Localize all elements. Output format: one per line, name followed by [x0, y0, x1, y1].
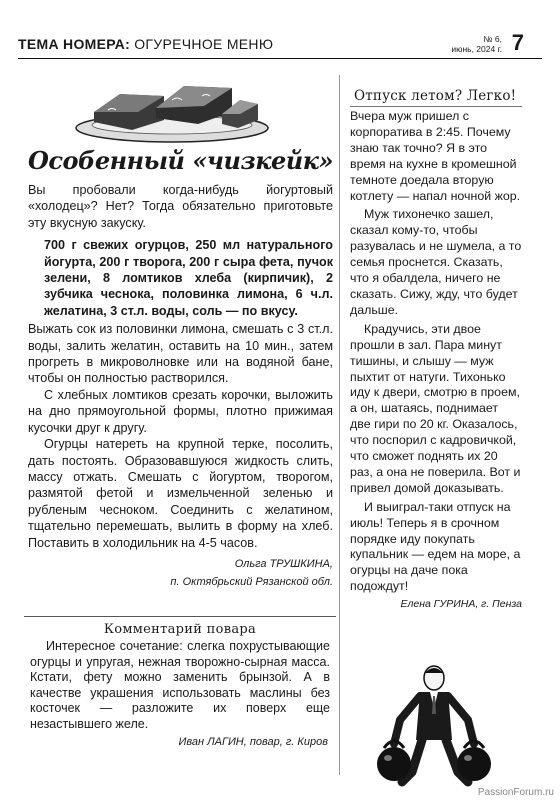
sidebar-paragraph: Вчера муж пришел с корпоратива в 2:45. Почему знаю так точно? Я в это время на кухне в кромешной темноте доедала вторую котлету — напал ночной жор.: [350, 109, 521, 203]
section-title: [18, 36, 273, 52]
sidebar-story: [350, 88, 522, 610]
recipe-step: Огурцы натереть на крупной терке, посолить, дать постоять. Образовавшуюся жидкость слить, массу отжать. Смешать с йогуртом, творогом, размятой фетой и измельченной зеленью и рубленым чесноком. Соединить с желатином, тщательно перемешать, вылить в форму на хлеб. Поставить в холодильник на 4-5 часов.: [28, 437, 333, 550]
chef-comment-text: Интересное сочетание: слегка похрустывающие огурцы и упругая, нежная творожно-сырная масса. Кстати, фету можно заменить брынзой. А в качестве украшения использовать маслины без косточек — разложите их поверх еще незастывшего желе.: [30, 639, 330, 731]
recipe-title: Особенный «чизкейк»: [28, 146, 333, 175]
sidebar-paragraph: Крадучись, эти двое прошли в зал. Пара минут тишины, и слышу — муж пыхтит от натуги. Тихонько иду к двери, смотрю в проем, а он, шатаясь, поднимает двe гири по 20 кг. Оказалось, что поспорил с кадровичкой, что сможет поднять их 20 раз, а она не поверила. Вот и привел домой доказывать.: [350, 321, 521, 495]
recipe-body: [28, 182, 333, 591]
sidebar-paragraph: И выиграл-таки отпуск на июль! Теперь я в срочном порядке иду покупать купальник — едем на море, а огурцы на даче пока подождут!: [350, 499, 521, 594]
sidebar-body: [350, 109, 522, 595]
recipe-author: [28, 555, 333, 591]
sidebar-author: Елена ГУРИНА, г. Пенза: [400, 598, 522, 611]
man-lifting-kettlebells-illustration: [354, 648, 514, 798]
page-number: 7: [511, 30, 524, 55]
chef-comment-title: Комментарий повара: [103, 622, 257, 637]
section-title-rest: ОГУРЕЧНОЕ МЕНЮ: [130, 36, 274, 52]
ingredients-list: 700 г свежих огурцов, 250 мл натурального йогурта, 200 г творога, 200 г сыра фета, пучок зелени, 8 ломтиков хлеба (кирпичик), 2 зубчика чеснока, половинка лимона, 6 ч.л. желатина, 3 ст.л. воды, соль — по вкусу.: [44, 238, 333, 318]
header-divider: [18, 58, 542, 59]
recipe-author-name: Ольга ТРУШКИНА,: [234, 557, 333, 570]
chef-comment: [24, 616, 336, 748]
sidebar-title: Отпуск летом? Легко!: [350, 88, 522, 107]
recipe-author-location: п. Октябрьский Рязанской обл.: [170, 575, 333, 588]
recipe-step: Выжать сок из половинки лимона, смешать с 3 ст.л. воды, залить желатин, оставить на 10 мин., затем прогреть в микроволновке или на водяной бане, чтобы он полностью растворился.: [28, 322, 333, 386]
section-title-bold: ТЕМА НОМЕРА:: [18, 36, 131, 52]
chef-comment-author: Иван ЛАГИН, повар, г. Киров: [178, 735, 328, 748]
sidebar-paragraph: Муж тихонечко зашел, сказал кому-то, чтобы разувалась и не шумела, а то семья проснется. Сказать, что я обалдела, ничего не сказать. Сижу, жду, что будет дальше.: [350, 207, 522, 317]
watermark: PassionForum.ru: [477, 787, 554, 798]
issue-meta: [451, 34, 502, 54]
recipe-step: С хлебных ломтиков срезать корочки, выложить на дно прямоугольной формы, плотно прижимая кусочки друг к другу.: [28, 387, 333, 435]
recipe-intro: Вы пробовали когда-нибудь йогуртовый «холодец»? Нет? Тогда обязательно приготовьте эту вкусную закуску.: [28, 183, 333, 230]
issue-date: июнь, 2024 г.: [451, 44, 502, 54]
cheesecake-plate-illustration: [72, 72, 272, 144]
column-divider: [339, 75, 340, 775]
issue-number: № 6,: [483, 34, 502, 44]
